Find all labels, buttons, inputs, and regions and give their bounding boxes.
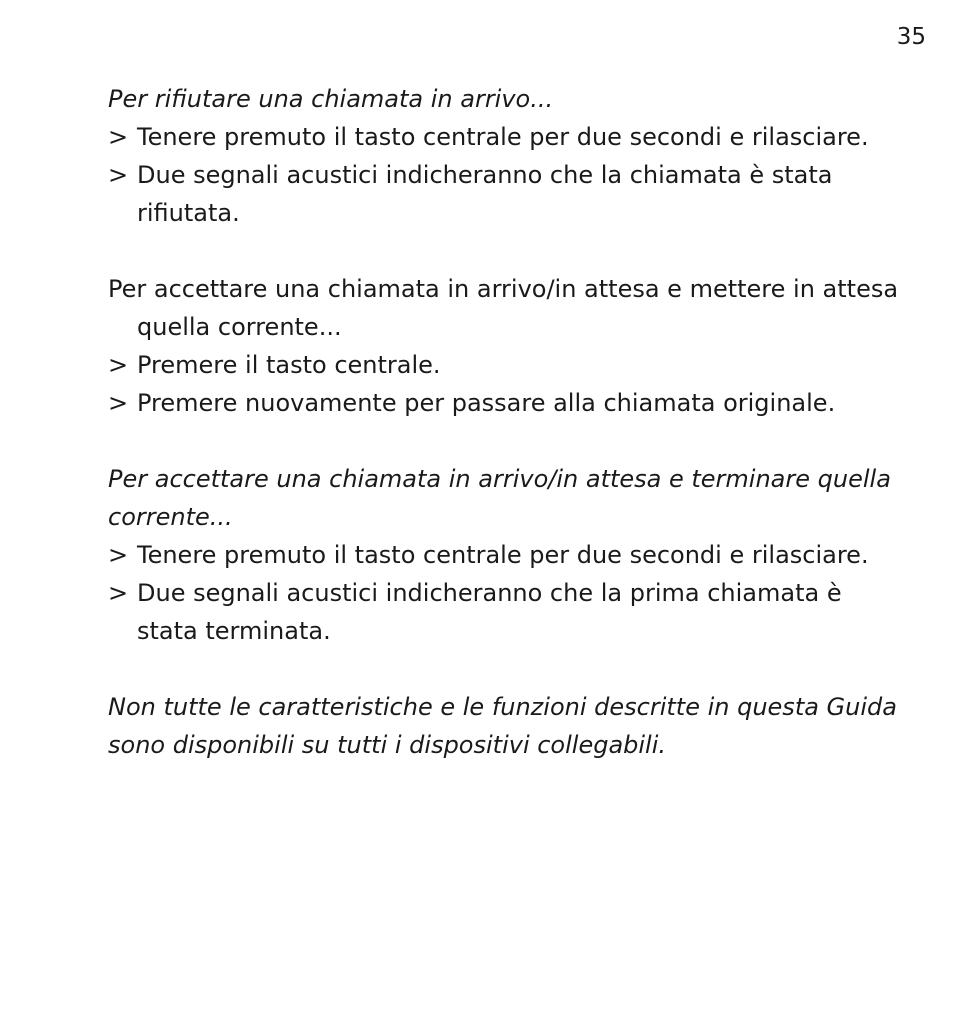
step-text: Tenere premuto il tasto centrale per due secondi e rilasciare. <box>137 123 869 151</box>
step-text: Due segnali acustici indicheranno che la chiamata è stata rifiutata. <box>137 161 833 227</box>
section-heading: Per accettare una chiamata in arrivo/in attesa e mettere in attesa quella corrente... <box>108 275 899 341</box>
bullet-marker: > <box>108 161 129 189</box>
section-heading: Per rifiutare una chiamata in arrivo... <box>108 85 554 113</box>
bullet-marker: > <box>108 389 129 417</box>
compatibility-note: Non tutte le caratteristiche e le funzioni descritte in questa Guida sono disponibili su tutti i dispositivi collegabili. <box>108 693 897 759</box>
step-text: Tenere premuto il tasto centrale per due secondi e rilasciare. <box>137 541 869 569</box>
section-reject-call <box>108 80 908 232</box>
document-body <box>108 80 908 764</box>
bullet-marker: > <box>108 123 129 151</box>
section-accept-end-call <box>108 460 908 650</box>
page-number: 35 <box>896 24 926 50</box>
section-accept-hold-call <box>108 270 908 422</box>
step-item <box>108 346 908 384</box>
step-item <box>108 118 908 156</box>
step-item <box>108 156 908 232</box>
step-text: Premere nuovamente per passare alla chiamata originale. <box>137 389 836 417</box>
step-text: Due segnali acustici indicheranno che la prima chiamata è stata terminata. <box>137 579 842 645</box>
bullet-marker: > <box>108 541 129 569</box>
step-text: Premere il tasto centrale. <box>137 351 441 379</box>
step-item <box>108 536 908 574</box>
step-item <box>108 384 908 422</box>
step-item <box>108 574 908 650</box>
bullet-marker: > <box>108 579 129 607</box>
section-heading: Per accettare una chiamata in arrivo/in attesa e terminare quella corrente... <box>108 465 891 531</box>
bullet-marker: > <box>108 351 129 379</box>
